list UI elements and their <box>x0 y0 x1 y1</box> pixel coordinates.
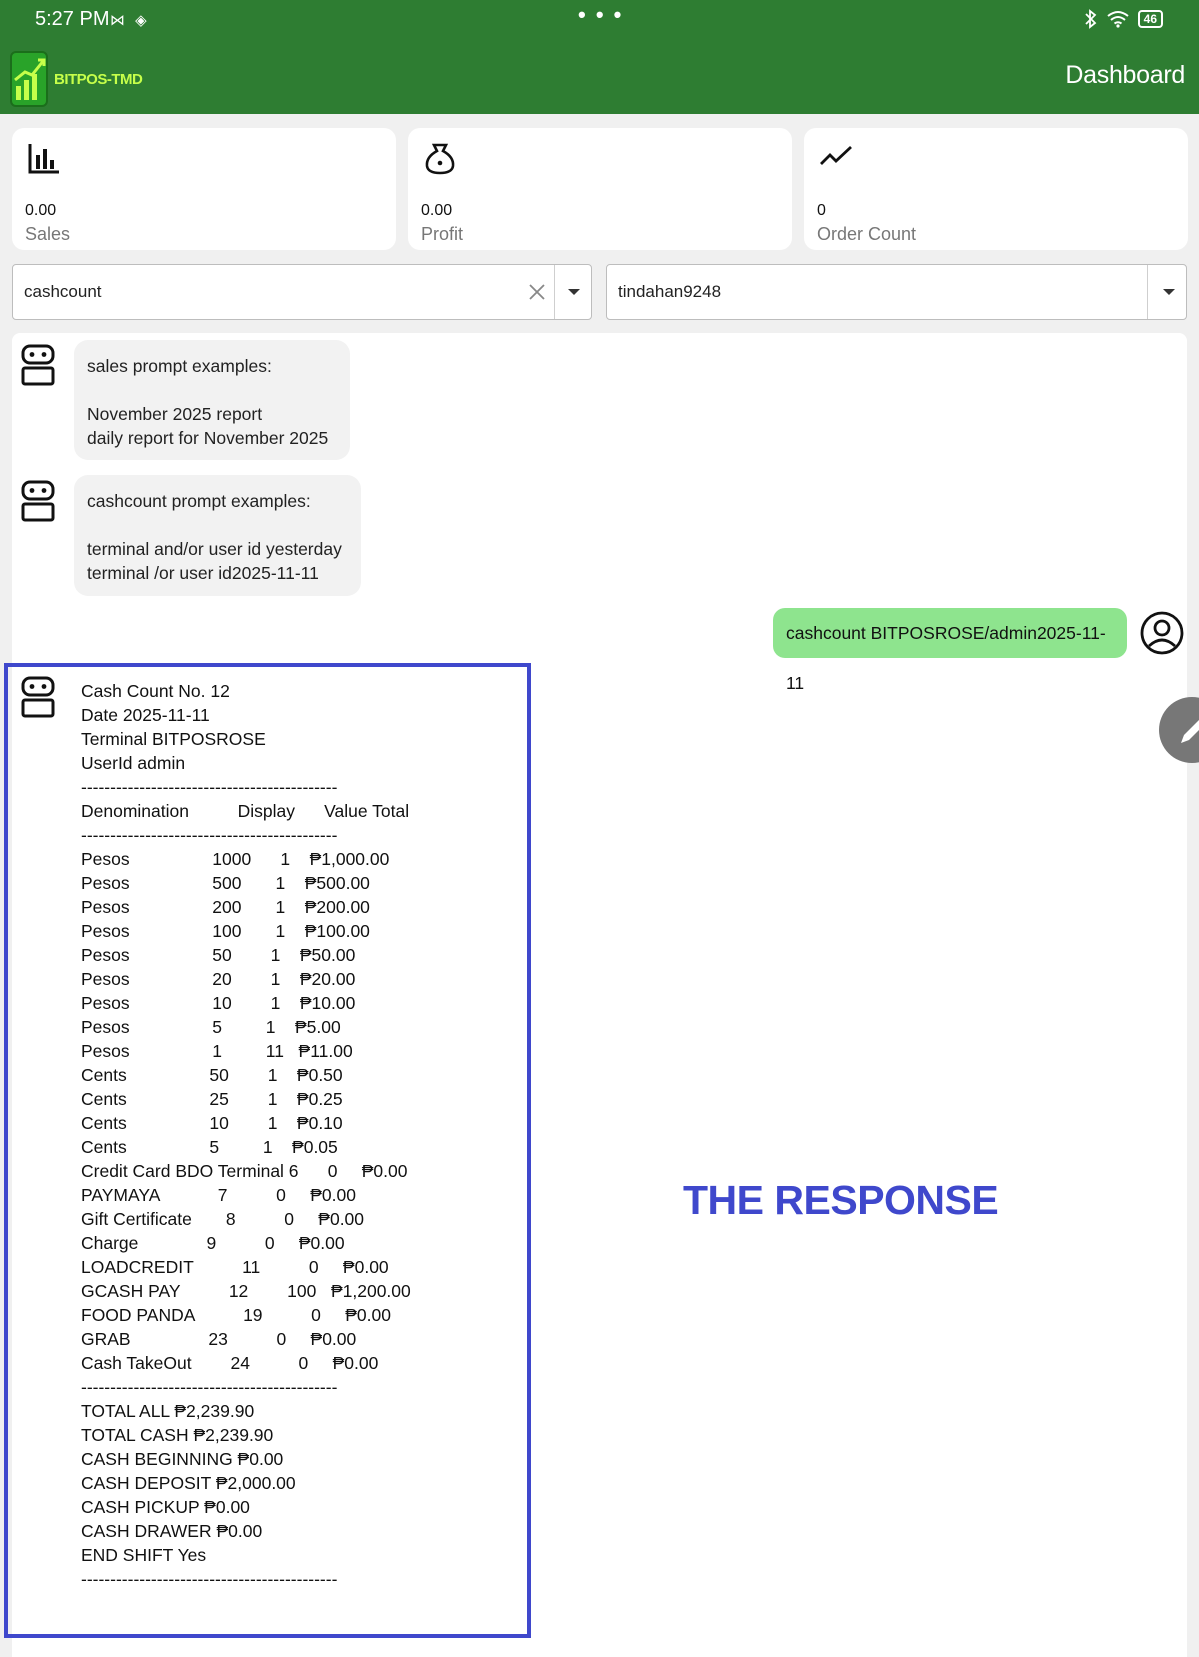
response-line: Denomination Display Value Total <box>81 801 410 821</box>
store-select[interactable] <box>606 264 1187 320</box>
response-line: Pesos 500 1 ₱500.00 <box>81 873 370 893</box>
cash-count-response <box>81 679 411 1591</box>
status-time: 5:27 PM <box>35 8 110 30</box>
response-line: PAYMAYA 7 0 ₱0.00 <box>81 1185 356 1205</box>
profit-label: Profit <box>421 224 464 244</box>
logo-text: BITPOS-TMD <box>54 70 143 88</box>
order-count-card[interactable] <box>804 128 1188 250</box>
response-line: Cash Count No. 12 <box>81 681 230 701</box>
response-line: Pesos 20 1 ₱20.00 <box>81 969 356 989</box>
response-line: GRAB 23 0 ₱0.00 <box>81 1329 357 1349</box>
response-line: Credit Card BDO Terminal 6 0 ₱0.00 <box>81 1161 408 1181</box>
page-title: Dashboard <box>1065 61 1185 89</box>
select-divider <box>1147 265 1148 319</box>
sales-value: 0.00 <box>25 202 57 219</box>
response-line: Pesos 5 1 ₱5.00 <box>81 1017 341 1037</box>
response-line: Pesos 10 1 ₱10.00 <box>81 993 356 1013</box>
profit-value: 0.00 <box>421 202 453 219</box>
bot-avatar-icon <box>18 343 58 387</box>
response-line: TOTAL ALL ₱2,239.90 <box>81 1401 255 1421</box>
response-line: UserId admin <box>81 753 186 773</box>
app-bar <box>0 42 1199 114</box>
response-line: Cents 25 1 ₱0.25 <box>81 1089 343 1109</box>
sales-card[interactable] <box>12 128 396 250</box>
response-line: LOADCREDIT 11 0 ₱0.00 <box>81 1257 389 1277</box>
prompt-type-select[interactable] <box>12 264 592 320</box>
status-bar <box>0 0 1199 42</box>
status-right-group <box>1084 9 1163 29</box>
response-line: Date 2025-11-11 <box>81 705 210 725</box>
bot-message-sales-examples: sales prompt examples: November 2025 report daily report for November 2025 <box>74 340 350 460</box>
annotation-label: THE RESPONSE <box>683 1177 999 1223</box>
battery-icon: 46 <box>1138 10 1163 28</box>
notification-icons: ⋈ ◈ <box>110 12 150 29</box>
sales-label: Sales <box>25 224 71 244</box>
response-line: Pesos 200 1 ₱200.00 <box>81 897 370 917</box>
response-line: CASH BEGINNING ₱0.00 <box>81 1449 284 1469</box>
bluetooth-icon <box>1084 9 1098 29</box>
bot-message-cashcount-examples: cashcount prompt examples: terminal and/or user id yesterday terminal /or user id2025-11-11 <box>74 475 361 596</box>
clear-icon[interactable] <box>527 282 547 302</box>
response-line: END SHIFT Yes <box>81 1545 207 1565</box>
response-line: Pesos 100 1 ₱100.00 <box>81 921 370 941</box>
more-dots-icon[interactable]: • • • <box>578 2 624 27</box>
response-line: -------------------------------------------- <box>81 777 338 797</box>
bar-chart-icon <box>26 140 62 176</box>
response-line: TOTAL CASH ₱2,239.90 <box>81 1425 274 1445</box>
prompt-type-value: cashcount <box>24 282 102 301</box>
store-value: tindahan9248 <box>618 282 722 301</box>
bot-avatar-icon <box>18 479 58 523</box>
money-bag-icon <box>422 140 458 176</box>
response-line: Cents 10 1 ₱0.10 <box>81 1113 343 1133</box>
response-line: -------------------------------------------- <box>81 825 338 845</box>
response-line: CASH DRAWER ₱0.00 <box>81 1521 263 1541</box>
order-count-label: Order Count <box>817 224 917 244</box>
response-line: Gift Certificate 8 0 ₱0.00 <box>81 1209 365 1229</box>
chevron-down-icon[interactable] <box>568 289 580 295</box>
user-message: cashcount BITPOSROSE/admin2025-11-11 <box>773 608 1127 658</box>
response-line: Charge 9 0 ₱0.00 <box>81 1233 345 1253</box>
bot-avatar-icon <box>18 675 58 719</box>
response-line: Cents 50 1 ₱0.50 <box>81 1065 343 1085</box>
response-line: CASH PICKUP ₱0.00 <box>81 1497 250 1517</box>
response-line: -------------------------------------------- <box>81 1377 338 1397</box>
user-avatar-icon <box>1139 610 1185 656</box>
app-logo <box>10 50 142 108</box>
response-line: -------------------------------------------- <box>81 1569 338 1589</box>
response-line: Cents 5 1 ₱0.05 <box>81 1137 338 1157</box>
trend-line-icon <box>818 140 854 176</box>
wifi-icon <box>1106 10 1130 28</box>
chevron-down-icon[interactable] <box>1163 289 1175 295</box>
response-line: CASH DEPOSIT ₱2,000.00 <box>81 1473 296 1493</box>
response-line: Pesos 1000 1 ₱1,000.00 <box>81 849 390 869</box>
response-line: GCASH PAY 12 100 ₱1,200.00 <box>81 1281 411 1301</box>
pencil-icon <box>1175 711 1199 751</box>
select-divider <box>554 265 555 319</box>
response-line: Pesos 50 1 ₱50.00 <box>81 945 356 965</box>
response-line: Cash TakeOut 24 0 ₱0.00 <box>81 1353 379 1373</box>
response-line: Terminal BITPOSROSE <box>81 729 266 749</box>
response-line: Pesos 1 11 ₱11.00 <box>81 1041 353 1061</box>
profit-card[interactable] <box>408 128 792 250</box>
logo-phone-chart-icon <box>10 50 50 108</box>
response-line: FOOD PANDA 19 0 ₱0.00 <box>81 1305 391 1325</box>
order-count-value: 0 <box>817 202 826 219</box>
